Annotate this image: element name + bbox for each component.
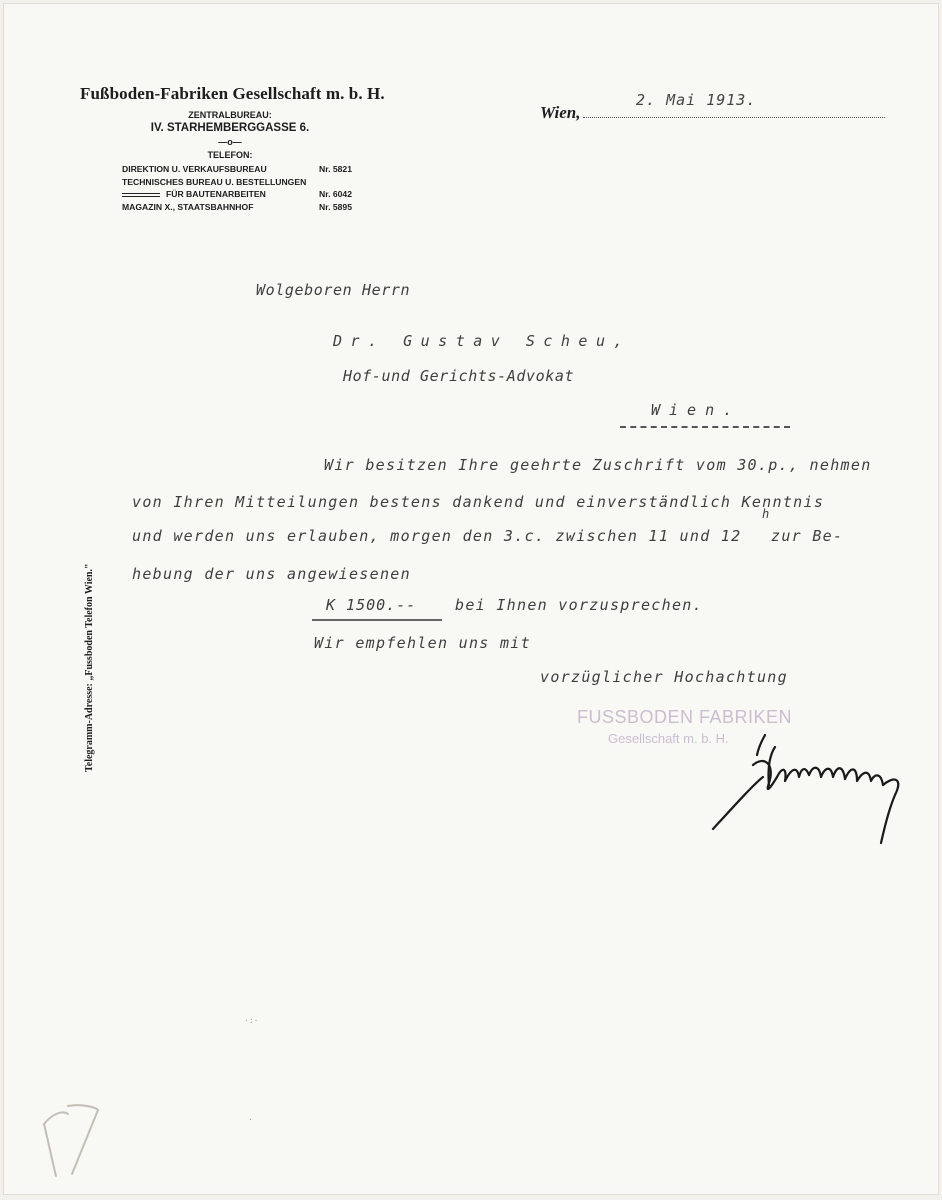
- handwritten-signature: [705, 725, 910, 850]
- speck: ·: [248, 1115, 253, 1124]
- closing: vorzüglicher Hochachtung: [540, 668, 788, 686]
- body-line: bei Ihnen vorzusprechen.: [455, 596, 703, 614]
- telefon-line: MAGAZIN X., STAATSBAHNHOF Nr. 5895: [122, 201, 352, 212]
- salutation: Wolgeboren Herrn: [256, 281, 411, 299]
- pencil-mark-icon: [38, 1100, 108, 1180]
- body-line-end: zur Be-: [771, 527, 844, 545]
- telefon-line: FÜR BAUTENARBEITEN Nr. 6042: [122, 188, 352, 201]
- recipient-name: Dr. Gustav Scheu,: [333, 332, 632, 350]
- company-stamp-subline: Gesellschaft m. b. H.: [608, 731, 729, 746]
- letter-date: 2. Mai 1913.: [636, 91, 757, 109]
- amount-underline: [312, 619, 442, 621]
- company-stamp: FUSSBODEN FABRIKEN: [577, 707, 793, 727]
- superscript-h: h: [762, 507, 770, 521]
- zentralbureau-label: ZENTRALBUREAU:: [188, 110, 272, 120]
- speck: ·:·: [244, 1016, 259, 1025]
- telefon-list: [122, 163, 352, 213]
- body-line: von Ihren Mitteilungen bestens dankend und einverständlich Kenntnis: [132, 493, 825, 511]
- date-dotted-line: [583, 117, 885, 118]
- body-line: hebung der uns angewiesenen: [132, 565, 411, 583]
- telefon-line: DIREKTION U. VERKAUFSBUREAU Nr. 5821: [122, 164, 352, 174]
- telegram-address: Telegramm-Adresse: „Fussboden Telefon Wien.": [84, 563, 95, 772]
- recipient-city: Wien.: [651, 401, 742, 419]
- body-line: und werden uns erlauben, morgen den 3.c. zwischen 11 und 12: [132, 527, 742, 545]
- city-underline: [620, 426, 790, 428]
- letterhead-separator: —o—: [218, 137, 242, 147]
- zentralbureau-address: IV. STARHEMBERGGASSE 6.: [150, 122, 310, 134]
- telefon-line: TECHNISCHES BUREAU U. BESTELLUNGEN: [122, 176, 307, 187]
- recipient-title: Hof-und Gerichts-Advokat: [343, 367, 575, 385]
- telefon-label: TELEFON:: [207, 150, 253, 160]
- amount: K 1500.--: [326, 596, 417, 614]
- body-line: Wir empfehlen uns mit: [314, 634, 531, 652]
- date-place: Wien,: [540, 103, 581, 122]
- body-line: Wir besitzen Ihre geehrte Zuschrift vom 30.p., nehmen: [324, 456, 872, 474]
- company-name: Fußboden-Fabriken Gesellschaft m. b. H.: [80, 84, 385, 103]
